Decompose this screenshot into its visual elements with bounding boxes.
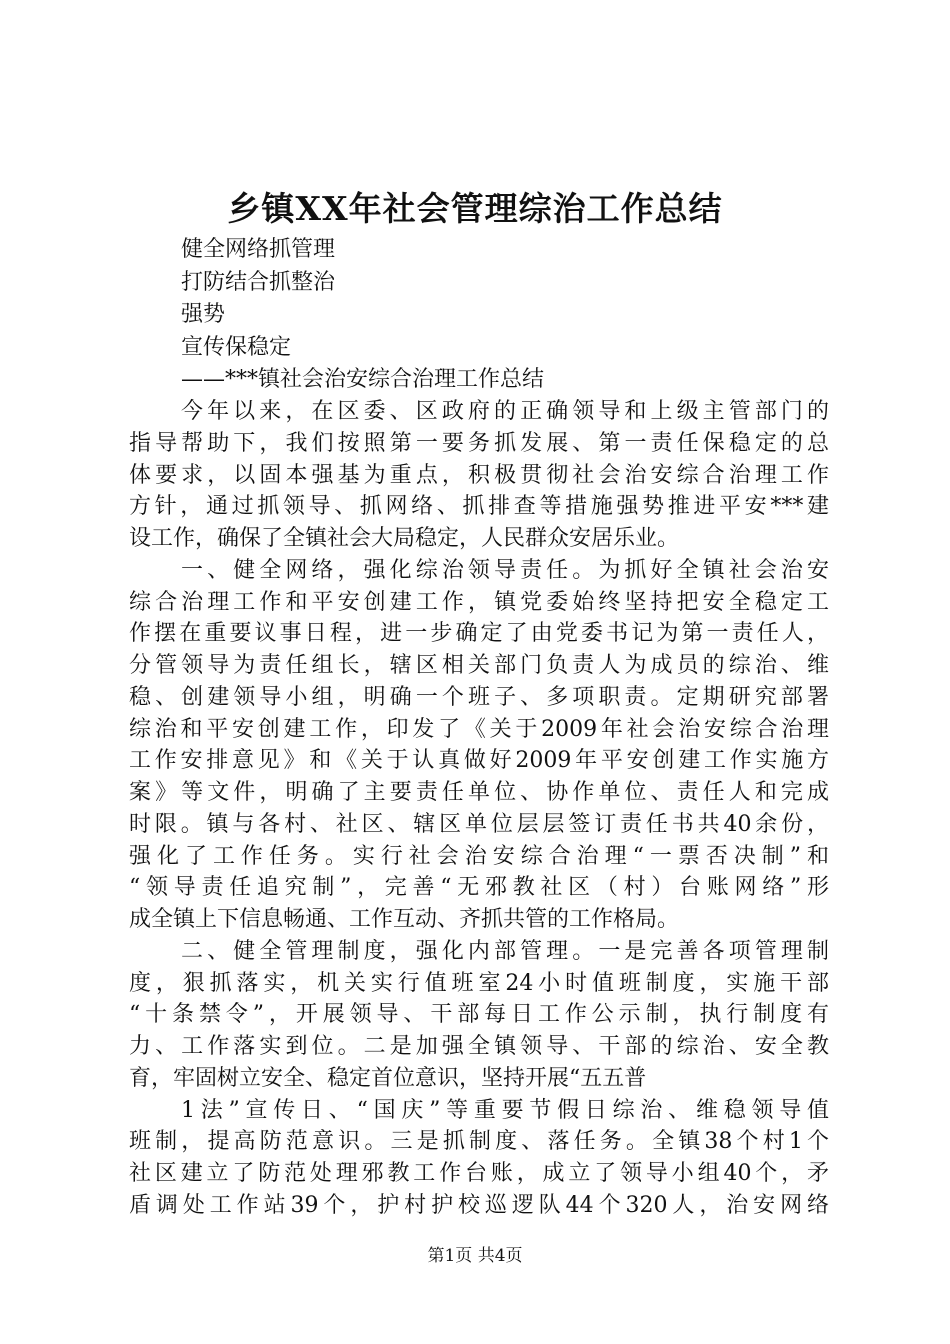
body-line: 体要求，以固本强基为重点，积极贯彻社会治安综合治理工作	[129, 462, 829, 488]
body-line: 盾调处工作站39个，护村护校巡逻队44个320人，治安网络	[129, 1192, 829, 1218]
document-title: 乡镇XX年社会管理综治工作总结	[227, 189, 723, 228]
body-line: 工作安排意见》和《关于认真做好2009年平安创建工作实施方	[129, 748, 829, 774]
body-line: 案》等文件，明确了主要责任单位、协作单位、责任人和完成	[129, 780, 829, 805]
subtitle-line: 强势	[181, 302, 226, 327]
subtitle-line: ——***镇社会治安综合治理工作总结	[181, 367, 545, 392]
body-line: 综治和平安创建工作，印发了《关于2009年社会治安综合治理	[129, 716, 829, 742]
body-line: 分管领导为责任组长，辖区相关部门负责人为成员的综治、维	[129, 653, 829, 678]
page-footer: 第1页 共4页	[427, 1246, 523, 1266]
body-line: 作摆在重要议事日程，进一步确定了由党委书记为第一责任人，	[129, 621, 829, 647]
body-line: 力、工作落实到位。二是加强全镇领导、干部的综治、安全教	[129, 1034, 829, 1059]
body-line: 综合治理工作和平安创建工作，镇党委始终坚持把安全稳定工	[129, 589, 829, 615]
subtitle-line: 打防结合抓整治	[181, 269, 336, 295]
body-line: 1法”宣传日、“国庆”等重要节假日综治、维稳领导值	[181, 1097, 829, 1123]
body-line: 班制，提高防范意识。三是抓制度、落任务。全镇38个村1个	[129, 1129, 829, 1155]
body-line: 指导帮助下，我们按照第一要务抓发展、第一责任保稳定的总	[129, 430, 829, 456]
body-line: “领导责任追究制”，完善“无邪教社区（村）台账网络”形	[129, 875, 829, 901]
body-line: 成全镇上下信息畅通、工作互动、齐抓共管的工作格局。	[129, 907, 680, 932]
body-line: 度，狠抓落实，机关实行值班室24小时值班制度，实施干部	[129, 970, 829, 996]
body-line: 社区建立了防范处理邪教工作台账，成立了领导小组40个，矛	[129, 1161, 829, 1186]
body-text	[129, 396, 829, 1222]
body-line: 稳、创建领导小组，明确一个班子、多项职责。定期研究部署	[129, 684, 829, 710]
subtitle-line: 宣传保稳定	[181, 334, 292, 360]
subtitle-line: 健全网络抓管理	[181, 237, 336, 262]
subtitle-block	[181, 234, 544, 397]
body-line: “十条禁令”，开展领导、干部每日工作公示制，执行制度有	[129, 1002, 829, 1028]
body-line: 一、健全网络，强化综治领导责任。为抓好全镇社会治安	[181, 557, 829, 583]
body-line: 时限。镇与各村、社区、辖区单位层层签订责任书共40余份，	[129, 811, 829, 837]
body-line: 方针，通过抓领导、抓网络、抓排查等措施强势推进平安***建	[129, 494, 829, 520]
body-line: 育，牢固树立安全、稳定首位意识，坚持开展“五五普	[129, 1065, 647, 1091]
body-line: 设工作，确保了全镇社会大局稳定，人民群众安居乐业。	[129, 526, 680, 551]
body-line: 二、健全管理制度，强化内部管理。一是完善各项管理制	[181, 938, 829, 964]
body-line: 强化了工作任务。实行社会治安综合治理“一票否决制”和	[129, 843, 829, 869]
body-line: 今年以来，在区委、区政府的正确领导和上级主管部门的	[181, 399, 829, 424]
